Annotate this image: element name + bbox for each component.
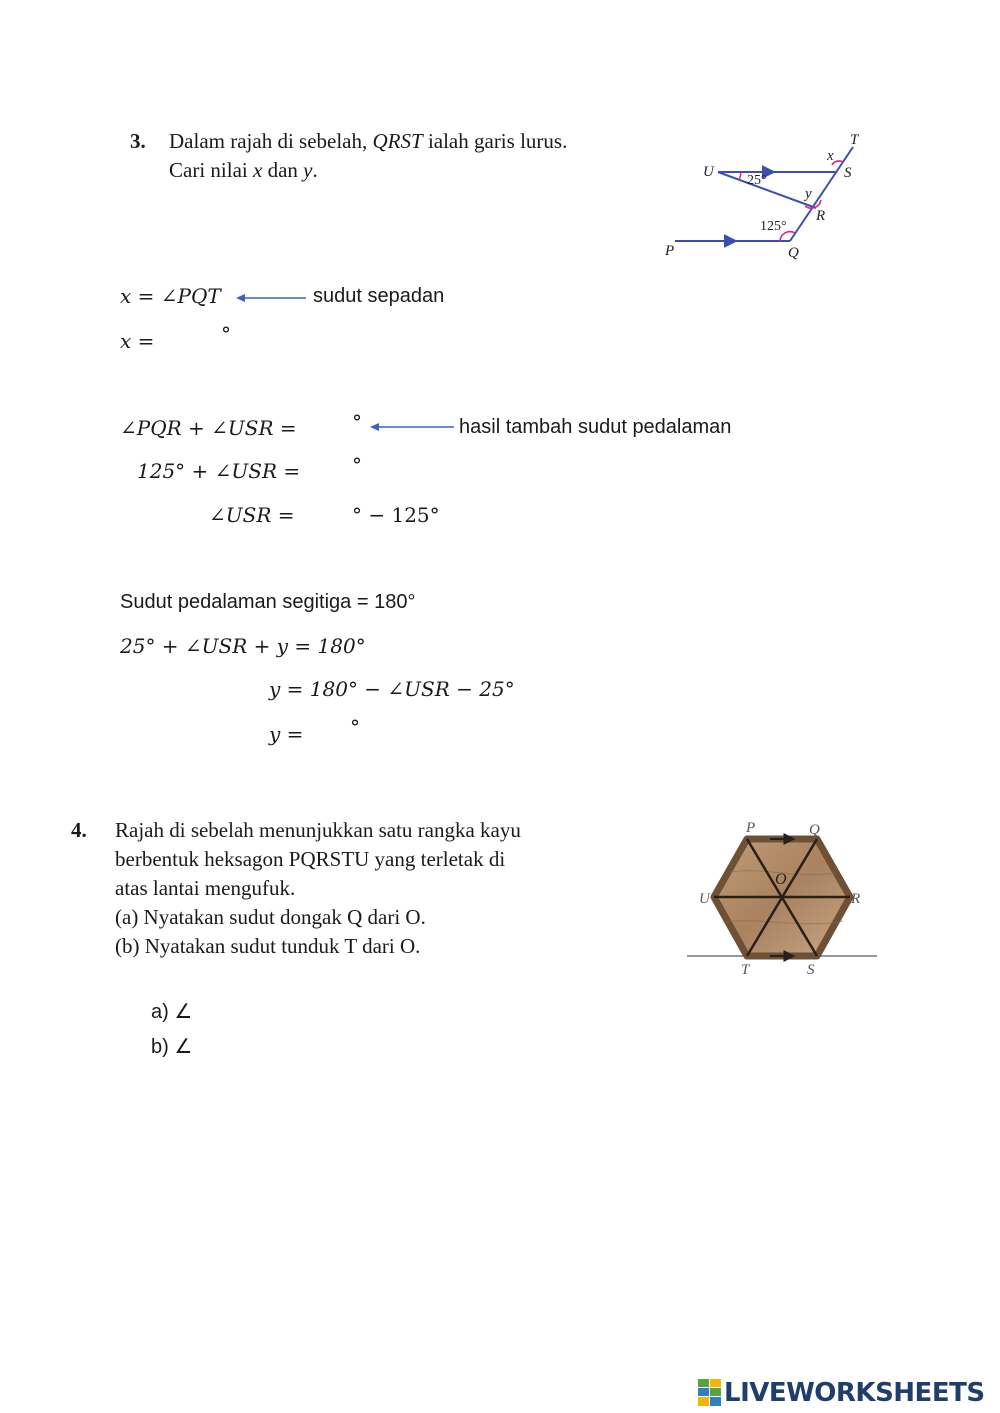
q3-label-r: R — [816, 208, 826, 224]
answer-a-input[interactable] — [200, 998, 294, 1026]
q4-label-s: S — [807, 962, 815, 978]
q3-step7: 25° + ∠USR + y = 180° — [120, 634, 366, 658]
q3-label-q: Q — [788, 245, 799, 261]
q3-step9-unit: ° — [350, 715, 360, 739]
q3-label-u: U — [703, 164, 714, 180]
q4-label-q: Q — [809, 822, 820, 838]
q3-text-part: dan — [262, 158, 304, 182]
q3-step2-lhs: x = — [120, 329, 155, 353]
q3-step1: x = ∠PQT — [120, 284, 221, 308]
q4-label-t: T — [741, 962, 750, 978]
q3-label-x: x — [827, 148, 834, 164]
q3-step4-unit: ° — [352, 453, 362, 477]
q3-step9-lhs: y = — [269, 722, 304, 746]
q3-text-part: . — [312, 158, 318, 182]
line-ur — [718, 172, 816, 208]
q3-text-part: Cari nilai — [169, 158, 253, 182]
question-4-number: 4. — [71, 818, 87, 842]
q4-line: Rajah di sebelah menunjukkan satu rangka kayu — [115, 818, 521, 842]
q3-step6: Sudut pedalaman segitiga = 180° — [120, 591, 416, 613]
q4-answer-a-label: a) ∠ — [151, 1001, 193, 1023]
q3-text-part: Dalam rajah di sebelah, — [169, 129, 373, 153]
question-3-text — [169, 127, 567, 185]
q3-step2-unit: ° — [221, 322, 231, 346]
answer-y-input[interactable] — [312, 719, 352, 747]
q4-label-p: P — [746, 820, 756, 836]
question-3-number: 3. — [130, 129, 146, 153]
answer-usr-input[interactable] — [300, 500, 354, 528]
line-qrst — [790, 147, 853, 241]
q3-label-s: S — [844, 165, 852, 181]
q3-step4-lhs: 125° + ∠USR = — [137, 459, 301, 483]
q3-angle-125: 125° — [760, 219, 787, 234]
q3-text-part: ialah garis lurus. — [422, 129, 568, 153]
q4-line: (b) Nyatakan sudut tunduk T dari O. — [115, 934, 421, 958]
answer-interior-sum-input-2[interactable] — [300, 456, 354, 484]
q3-step3-lhs: ∠PQR + ∠USR = — [120, 416, 297, 440]
question-4-text — [115, 816, 599, 961]
q3-step3-note: hasil tambah sudut pedalaman — [459, 416, 732, 438]
q4-line: atas lantai mengufuk. — [115, 876, 296, 900]
answer-b-input[interactable] — [200, 1033, 294, 1061]
q4-label-r: R — [851, 891, 861, 907]
q3-text-part: QRST — [372, 129, 423, 153]
q3-label-p: P — [665, 243, 675, 259]
liveworksheets-tiles-icon — [698, 1379, 722, 1407]
q3-label-y: y — [805, 186, 812, 202]
arrow-icon — [236, 291, 308, 305]
q4-label-u: U — [699, 891, 710, 907]
answer-interior-sum-input[interactable] — [300, 413, 354, 441]
q3-text-part: y — [303, 158, 313, 182]
arrow-icon — [370, 420, 456, 434]
q3-text-part: x — [252, 158, 263, 182]
q3-step3-unit: ° — [352, 410, 362, 434]
angle-mark-25 — [739, 172, 741, 180]
q3-label-t: T — [850, 132, 859, 148]
q3-diagram — [655, 130, 875, 265]
q4-hexagon-diagram — [685, 817, 880, 982]
q4-line: (a) Nyatakan sudut dongak Q dari O. — [115, 905, 426, 929]
q3-step1-note: sudut sepadan — [313, 285, 445, 307]
answer-x-input[interactable] — [168, 326, 220, 354]
q4-label-o: O — [775, 871, 787, 888]
q3-angle-25: 25° — [747, 173, 767, 188]
q3-step5-unit: ° − 125° — [352, 503, 440, 527]
q4-line: berbentuk heksagon PQRSTU yang terletak di — [115, 847, 506, 871]
q3-step8: y = 180° − ∠USR − 25° — [269, 677, 515, 701]
q4-answer-b-label: b) ∠ — [151, 1036, 193, 1058]
brand-wordmark: LIVEWORKSHEETS — [724, 1378, 985, 1408]
q3-step5-lhs: ∠USR = — [209, 503, 295, 527]
